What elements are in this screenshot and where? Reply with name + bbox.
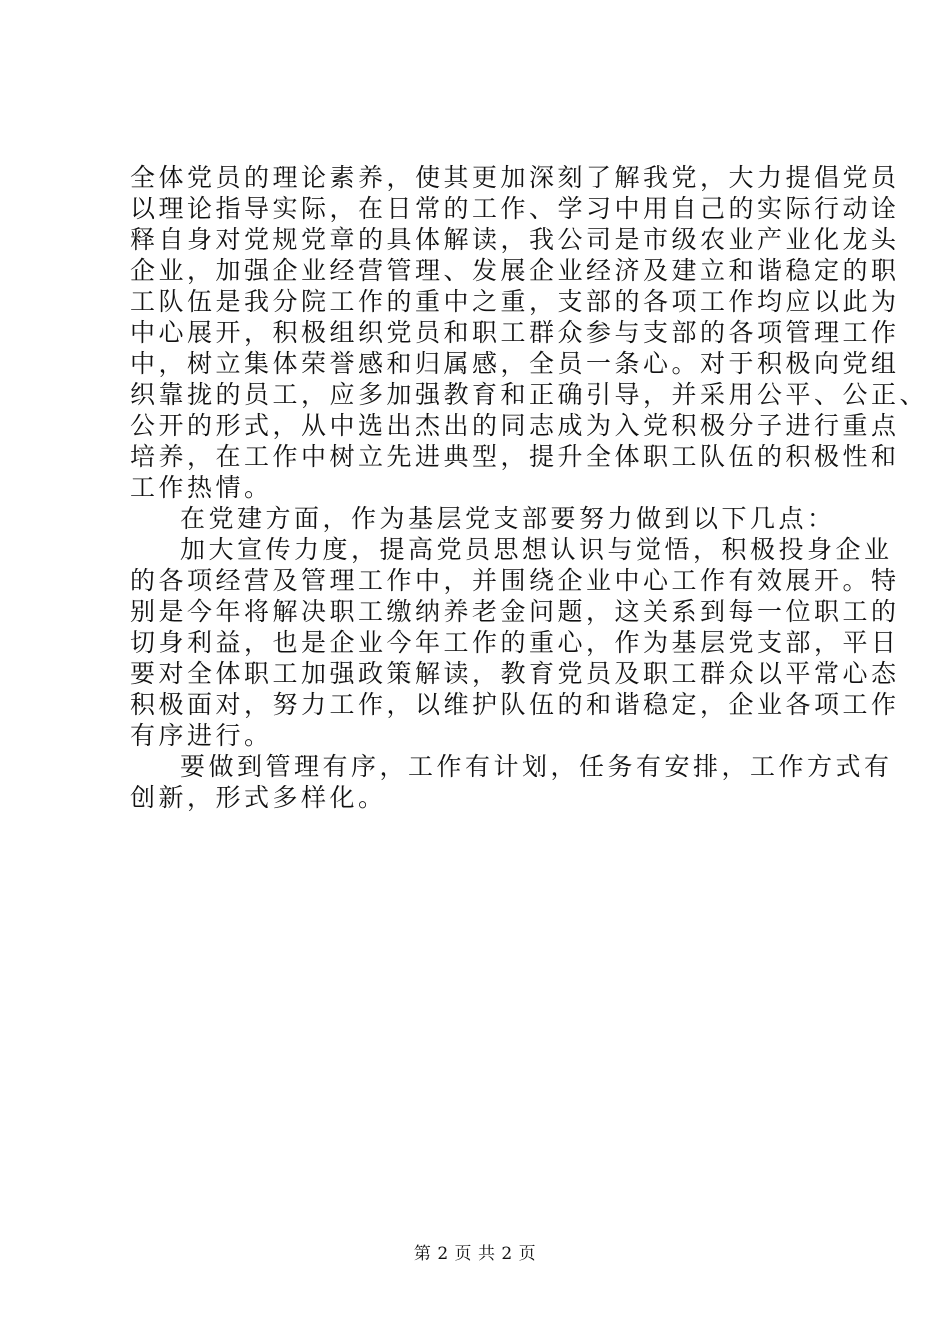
text-line: 全体党员的理论素养，使其更加深刻了解我党，大力提倡党员 <box>130 163 900 192</box>
paragraph-4 <box>130 751 893 813</box>
text-line: 中，树立集体荣誉感和归属感，全员一条心。对于积极向党组 <box>130 349 900 378</box>
text-line: 工作热情。 <box>130 473 273 502</box>
text-line: 企业，加强企业经营管理、发展企业经济及建立和谐稳定的职 <box>130 256 900 285</box>
text-line: 创新，形式多样化。 <box>130 783 387 812</box>
text-line: 的各项经营及管理工作中，并围绕企业中心工作有效展开。特 <box>130 566 900 595</box>
text-line: 公开的形式，从中选出杰出的同志成为入党积极分子进行重点 <box>130 411 900 440</box>
paragraph-2 <box>130 503 850 534</box>
text-line: 在党建方面，作为基层党支部要努力做到以下几点： <box>180 504 836 533</box>
text-line: 加大宣传力度，提高党员思想认识与觉悟，积极投身企业 <box>180 535 893 564</box>
text-line: 切身利益，也是企业今年工作的重心，作为基层党支部，平日 <box>130 628 900 657</box>
text-line: 织靠拢的员工，应多加强教育和正确引导，并采用公平、公正、 <box>130 380 929 409</box>
page-number-footer: 第 2 页 共 2 页 <box>413 1244 537 1264</box>
paragraph-3 <box>130 534 900 751</box>
document-body <box>130 162 929 813</box>
text-line: 有序进行。 <box>130 721 273 750</box>
text-line: 中心展开，积极组织党员和职工群众参与支部的各项管理工作 <box>130 318 900 347</box>
text-line: 要做到管理有序，工作有计划，任务有安排，工作方式有 <box>180 752 893 781</box>
text-line: 工队伍是我分院工作的重中之重，支部的各项工作均应以此为 <box>130 287 900 316</box>
paragraph-1 <box>130 162 929 503</box>
text-line: 积极面对，努力工作，以维护队伍的和谐稳定，企业各项工作 <box>130 690 900 719</box>
text-line: 要对全体职工加强政策解读，教育党员及职工群众以平常心态 <box>130 659 900 688</box>
text-line: 以理论指导实际，在日常的工作、学习中用自己的实际行动诠 <box>130 194 900 223</box>
text-line: 培养，在工作中树立先进典型，提升全体职工队伍的积极性和 <box>130 442 900 471</box>
text-line: 别是今年将解决职工缴纳养老金问题，这关系到每一位职工的 <box>130 597 900 626</box>
text-line: 释自身对党规党章的具体解读，我公司是市级农业产业化龙头 <box>130 225 900 254</box>
